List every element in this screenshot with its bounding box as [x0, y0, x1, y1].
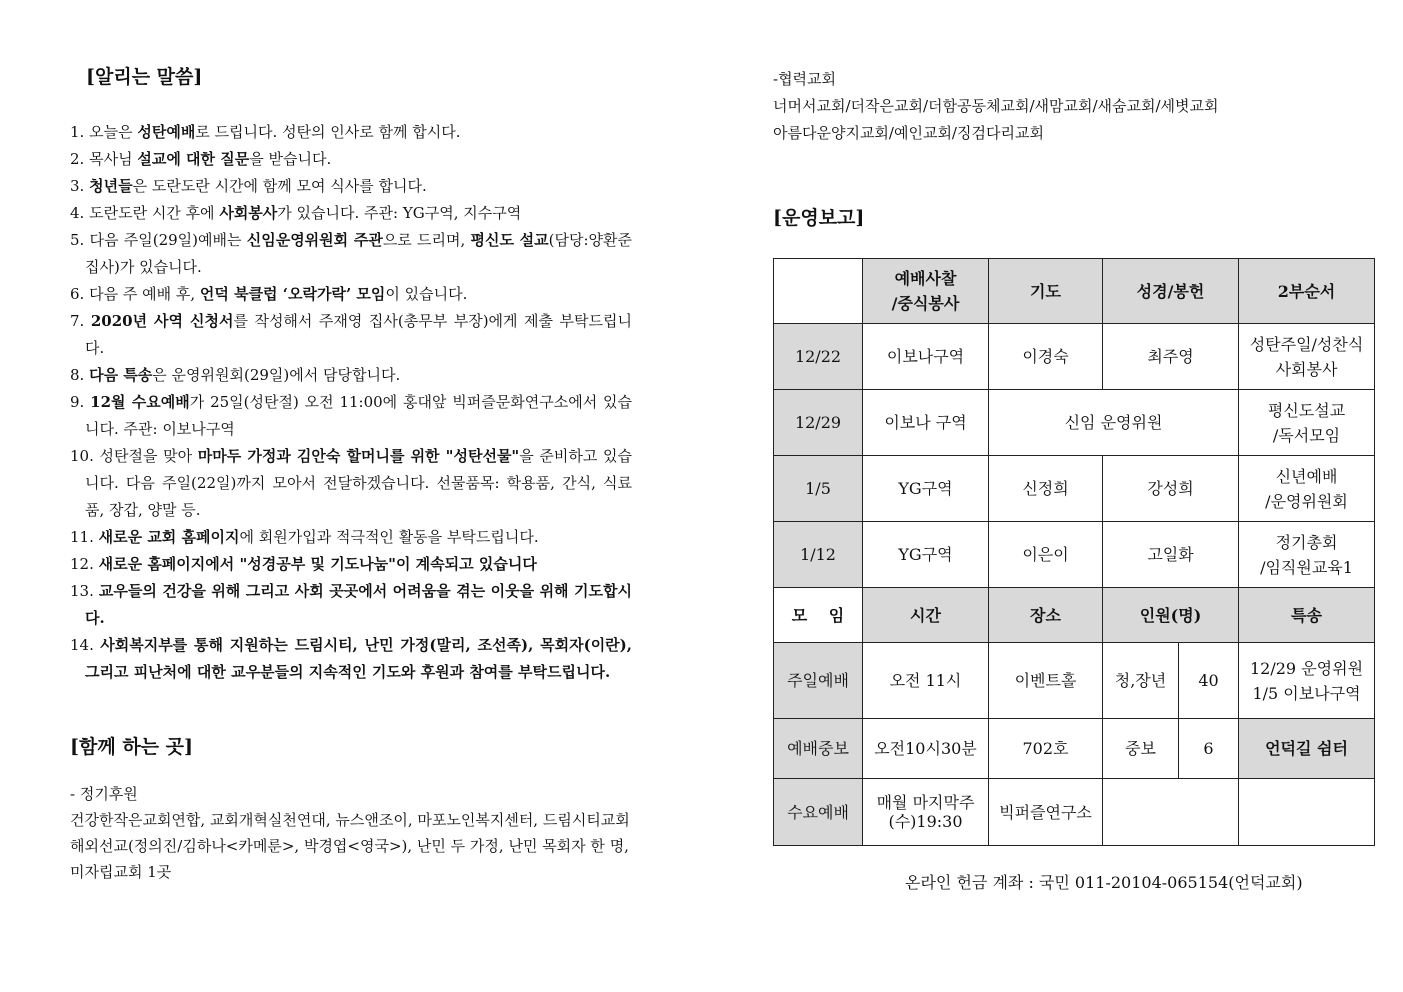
coop-line-1: 너머서교회/더작은교회/더함공동체교회/새맘교회/새숨교회/세볏교회: [773, 97, 1219, 115]
meeting-header-place: 장소: [989, 588, 1103, 643]
meeting-name: 수요예배: [774, 779, 863, 846]
notice-number: 9.: [70, 393, 91, 411]
row-bible: 최주영: [1103, 324, 1239, 390]
left-column: [70, 62, 632, 885]
notice-emphasis: 2020년 사역 신청서: [90, 312, 234, 330]
meeting-special-empty: [1239, 779, 1375, 846]
coop-churches: [773, 66, 1373, 147]
meeting-special: 언덕길 쉼터: [1239, 719, 1375, 779]
notice-emphasis: 사회복지부를 통해 지원하는 드림시티, 난민 가정(말리, 조선족), 목회자(이란), 그리고 피난처에 대한 교우분들의 지속적인 기도와 후원과 참여를 부탁드립니다.: [85, 636, 632, 681]
notice-emphasis: 사회봉사: [219, 204, 278, 222]
notice-item: [70, 227, 632, 281]
schedule-row: [774, 522, 1375, 588]
header-bible: 성경/봉헌: [1103, 259, 1239, 324]
header-prayer: 기도: [989, 259, 1103, 324]
row-prayer: 이은이: [989, 522, 1103, 588]
meeting-row: [774, 719, 1375, 779]
notice-item: [70, 632, 632, 686]
notice-number: 3.: [70, 177, 90, 195]
together-title: [함께 하는 곳]: [70, 736, 193, 758]
notice-item: [70, 389, 632, 443]
notice-number: 7.: [70, 312, 91, 330]
row-prayer: 이경숙: [989, 324, 1103, 390]
row-date: 12/29: [774, 390, 863, 456]
row-date: 1/5: [774, 456, 863, 522]
notice-emphasis: 새로운 홈페이지에서 "성경공부 및 기도나눔"이 계속되고 있습니다: [98, 555, 537, 573]
notice-text: 도란도란 시간 후에: [89, 204, 220, 222]
header-second-part: 2부순서: [1239, 259, 1375, 324]
notice-item: [70, 551, 632, 578]
meeting-count: 40: [1179, 643, 1239, 719]
meeting-time: 오전10시30분: [863, 719, 989, 779]
notice-text: 를 작성해서 주재영 집사(총무부 부장)에게 제출 부탁드립니다.: [85, 312, 632, 357]
schedule-header-row: [774, 259, 1375, 324]
meeting-group: 중보: [1103, 719, 1179, 779]
row-second-part: 정기총회 /임직원교육1: [1239, 522, 1375, 588]
notice-text: 은 도란도란 시간에 함께 모여 식사를 합니다.: [132, 177, 427, 195]
notice-number: 11.: [70, 528, 99, 546]
notice-emphasis: 마마두 가정과 김안숙 할머니를 위한 "성탄선물": [197, 447, 520, 465]
notice-item: [70, 443, 632, 524]
notice-number: 4.: [70, 204, 90, 222]
notice-number: 6.: [70, 285, 90, 303]
row-date: 12/22: [774, 324, 863, 390]
notice-emphasis: 청년들: [89, 177, 133, 195]
together-sub: - 정기후원: [70, 785, 138, 803]
row-second-part: 평신도설교 /독서모임: [1239, 390, 1375, 456]
notice-item: [70, 173, 632, 200]
together-line-2: 해외선교(정의진/김하나<카메룬>, 박경엽<영국>), 난민 두 가정, 난민 목회자 한 명,: [70, 837, 629, 855]
notice-emphasis: 교우들의 건강을 위해 그리고 사회 곳곳에서 어려움을 겪는 이웃을 위해 기도합시다.: [85, 582, 632, 627]
meeting-name: 예배중보: [774, 719, 863, 779]
header-empty-cell: [774, 259, 863, 324]
notice-text: 목사님: [89, 150, 138, 168]
notice-text: 오늘은: [89, 123, 138, 141]
report-title: [운영보고]: [773, 207, 865, 229]
row-service: 이보나 구역: [863, 390, 989, 456]
row-date: 1/12: [774, 522, 863, 588]
row-prayer: 신정희: [989, 456, 1103, 522]
notice-text: 가 있습니다. 주관: YG구역, 지수구역: [277, 204, 522, 222]
notice-item: [70, 578, 632, 632]
meeting-place: 702호: [989, 719, 1103, 779]
notice-emphasis: 12월 수요예배: [90, 393, 190, 411]
meeting-place: 이벤트홀: [989, 643, 1103, 719]
coop-line-2: 아름다운양지교회/예인교회/징검다리교회: [773, 124, 1044, 142]
notice-text: 이 있습니다.: [385, 285, 468, 303]
meeting-count-empty: [1103, 779, 1239, 846]
schedule-row: [774, 390, 1375, 456]
notice-number: 12.: [70, 555, 99, 573]
notice-item: [70, 200, 632, 227]
row-service: YG구역: [863, 456, 989, 522]
notice-text: 가 25일(성탄절) 오전 11:00에 홍대앞 빅퍼즐문화연구소에서 있습니다. 주관: 이보나구역: [85, 393, 632, 438]
meeting-time: 매월 마지막주 (수)19:30: [863, 779, 989, 846]
row-second-part: 신년예배 /운영위원회: [1239, 456, 1375, 522]
notice-emphasis: 신임운영위원회 주관: [246, 231, 383, 249]
notice-title: [알리는 말씀]: [86, 66, 203, 88]
schedule-row: [774, 324, 1375, 390]
meeting-time: 오전 11시: [863, 643, 989, 719]
notice-emphasis: 새로운 교회 홈페이지: [98, 528, 240, 546]
notice-list: [70, 119, 632, 686]
coop-label: -협력교회: [773, 70, 837, 88]
meeting-special: 12/29 운영위원 1/5 이보나구역: [1239, 643, 1375, 719]
notice-number: 2.: [70, 150, 90, 168]
notice-item: [70, 362, 632, 389]
meeting-row: [774, 643, 1375, 719]
row-service: YG구역: [863, 522, 989, 588]
notice-emphasis: 평신도 설교: [470, 231, 549, 249]
notice-text: 을 준비하고 있습니다. 다음 주일(22일)까지 모아서 전달하겠습니다. 선물품목: 학용품, 간식, 식료품, 장갑, 양말 등.: [85, 447, 632, 519]
notice-number: 10.: [70, 447, 100, 465]
notice-text: 으로 드리며,: [382, 231, 471, 249]
meeting-count: 6: [1179, 719, 1239, 779]
meeting-place: 빅퍼즐연구소: [989, 779, 1103, 846]
meeting-header-time: 시간: [863, 588, 989, 643]
notice-number: 8.: [70, 366, 90, 384]
notice-number: 14.: [70, 636, 101, 654]
meeting-header-special: 특송: [1239, 588, 1375, 643]
notice-number: 5.: [70, 231, 90, 249]
notice-item: [70, 119, 632, 146]
meeting-row: [774, 779, 1375, 846]
notice-item: [70, 281, 632, 308]
together-content: [70, 781, 632, 885]
notice-text: 은 운영위원회(29일)에서 담당합니다.: [152, 366, 401, 384]
notice-emphasis: 성탄예배: [137, 123, 196, 141]
notice-emphasis: 다음 특송: [89, 366, 153, 384]
row-prayer-bible: 신임 운영위원: [989, 390, 1239, 456]
notice-item: [70, 524, 632, 551]
meeting-header-label: 모 임: [774, 588, 863, 643]
notice-emphasis: 설교에 대한 질문: [137, 150, 250, 168]
row-bible: 고일화: [1103, 522, 1239, 588]
together-line-1: 건강한작은교회연합, 교회개혁실천연대, 뉴스앤조이, 마포노인복지센터, 드림시티교회: [70, 811, 630, 829]
together-line-3: 미자립교회 1곳: [70, 863, 172, 881]
notice-item: [70, 146, 632, 173]
online-offering-account: 온라인 헌금 계좌 : 국민 011-20104-065154(언덕교회): [905, 873, 1303, 892]
meeting-group: 청,장년: [1103, 643, 1179, 719]
header-service: 예배사찰 /중식봉사: [863, 259, 989, 324]
notice-number: 1.: [70, 123, 90, 141]
schedule-row: [774, 456, 1375, 522]
notice-text: 다음 주일(29일)예배는: [89, 231, 247, 249]
notice-item: [70, 308, 632, 362]
notice-number: 13.: [70, 582, 99, 600]
meeting-name: 주일예배: [774, 643, 863, 719]
meeting-header-count: 인원(명): [1103, 588, 1239, 643]
notice-emphasis: 언덕 북클럽 ‘오락가락’ 모임: [199, 285, 386, 303]
notice-text: 성탄절을 맞아: [99, 447, 198, 465]
notice-text: 다음 주 예배 후,: [89, 285, 200, 303]
notice-text: (담당:양환준 집사)가 있습니다.: [85, 231, 632, 276]
row-second-part: 성탄주일/성찬식 사회봉사: [1239, 324, 1375, 390]
notice-text: 을 받습니다.: [249, 150, 332, 168]
row-service: 이보나구역: [863, 324, 989, 390]
row-bible: 강성희: [1103, 456, 1239, 522]
operation-table: [773, 258, 1375, 846]
notice-text: 에 회원가입과 적극적인 활동을 부탁드립니다.: [239, 528, 539, 546]
notice-text: 로 드립니다. 성탄의 인사로 함께 합시다.: [195, 123, 461, 141]
meeting-header-row: [774, 588, 1375, 643]
